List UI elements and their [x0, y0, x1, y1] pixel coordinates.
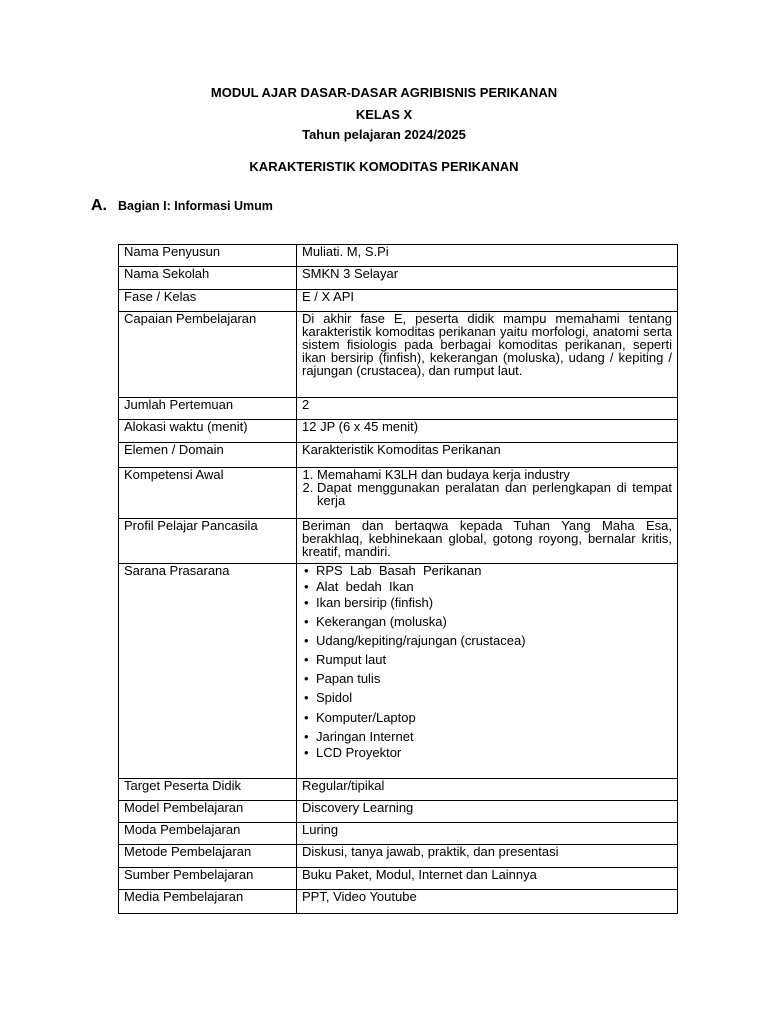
list-item: • LCD Proyektor: [316, 746, 672, 762]
row-value: 2: [297, 398, 678, 420]
table-row: [119, 267, 678, 290]
list-item: • Ikan bersirip (finfish): [316, 596, 672, 615]
row-value: SMKN 3 Selayar: [297, 267, 678, 290]
row-value: Luring: [297, 823, 678, 845]
row-label: Profil Pelajar Pancasila: [119, 519, 297, 564]
row-label: Sumber Pembelajaran: [119, 868, 297, 890]
row-label: Moda Pembelajaran: [119, 823, 297, 845]
list-item: • Rumput laut: [316, 653, 672, 672]
doc-year: Tahun pelajaran 2024/2025: [302, 127, 466, 142]
row-label: Metode Pembelajaran: [119, 845, 297, 868]
table-row: [119, 845, 678, 868]
table-row: [119, 468, 678, 519]
list-item: • Papan tulis: [316, 672, 672, 691]
row-label: Model Pembelajaran: [119, 801, 297, 823]
doc-topic: KARAKTERISTIK KOMODITAS PERIKANAN: [249, 159, 519, 174]
row-label: Target Peserta Didik: [119, 779, 297, 801]
list-item: 1. Memahami K3LH dan budaya kerja industry: [317, 468, 672, 481]
list-item: • Alat bedah Ikan: [316, 580, 672, 596]
row-value: 12 JP (6 x 45 menit): [297, 420, 678, 443]
list-item: • Kekerangan (moluska): [316, 615, 672, 634]
list-item: • RPS Lab Basah Perikanan: [316, 564, 672, 580]
table-row: [119, 801, 678, 823]
row-value: [297, 564, 678, 779]
row-value: Beriman dan bertaqwa kepada Tuhan Yang Maha Esa, berakhlaq, kebhinekaan global, gotong royong, bernalar kritis, kreatif, mandiri.: [297, 519, 678, 564]
doc-title: MODUL AJAR DASAR-DASAR AGRIBISNIS PERIKANAN: [210, 85, 558, 100]
row-value: Buku Paket, Modul, Internet dan Lainnya: [297, 868, 678, 890]
list-item: • Komputer/Laptop: [316, 711, 672, 730]
section-title: Bagian I: Informasi Umum: [118, 199, 273, 213]
row-label: Jumlah Pertemuan: [119, 398, 297, 420]
row-label: Elemen / Domain: [119, 443, 297, 468]
table-row: [119, 868, 678, 890]
table-row: [119, 398, 678, 420]
section-letter: A.: [91, 197, 107, 214]
info-table: [118, 244, 678, 914]
table-row: [119, 564, 678, 779]
table-row: [119, 779, 678, 801]
table-row: [119, 245, 678, 267]
row-value: Discovery Learning: [297, 801, 678, 823]
row-label: Nama Sekolah: [119, 267, 297, 290]
row-label: Fase / Kelas: [119, 290, 297, 312]
row-label: Media Pembelajaran: [119, 890, 297, 914]
table-row: [119, 823, 678, 845]
section-heading: [91, 197, 273, 215]
row-value: PPT, Video Youtube: [297, 890, 678, 914]
row-value: Karakteristik Komoditas Perikanan: [297, 443, 678, 468]
row-value: Diskusi, tanya jawab, praktik, dan presentasi: [297, 845, 678, 868]
table-row: [119, 290, 678, 312]
row-label: Capaian Pembelajaran: [119, 312, 297, 398]
table-row: [119, 519, 678, 564]
sarana-list: [302, 564, 672, 762]
row-value: E / X API: [297, 290, 678, 312]
row-value: [297, 468, 678, 519]
row-label: Sarana Prasarana: [119, 564, 297, 779]
row-label: Nama Penyusun: [119, 245, 297, 267]
table-row: [119, 312, 678, 398]
row-label: Alokasi waktu (menit): [119, 420, 297, 443]
list-item: • Udang/kepiting/rajungan (crustacea): [316, 634, 672, 653]
row-label: Kompetensi Awal: [119, 468, 297, 519]
kompetensi-list: [302, 468, 672, 507]
doc-class: KELAS X: [355, 107, 413, 122]
table-row: [119, 420, 678, 443]
table-row: [119, 443, 678, 468]
row-value: Regular/tipikal: [297, 779, 678, 801]
list-item: • Jaringan Internet: [316, 730, 672, 746]
list-item: • Spidol: [316, 691, 672, 711]
row-value: Muliati. M, S.Pi: [297, 245, 678, 267]
list-item: 2. Dapat menggunakan peralatan dan perlengkapan di tempat kerja: [317, 481, 672, 507]
row-value: Di akhir fase E, peserta didik mampu memahami tentang karakteristik komoditas perikanan yaitu morfologi, anatomi serta sistem fisiologis pada berbagai komoditas perikanan, seperti ikan bersirip (finfish), kekerangan (moluska), udang / kepiting / rajungan (crustacea), dan rumput laut.: [297, 312, 678, 398]
table-row: [119, 890, 678, 914]
